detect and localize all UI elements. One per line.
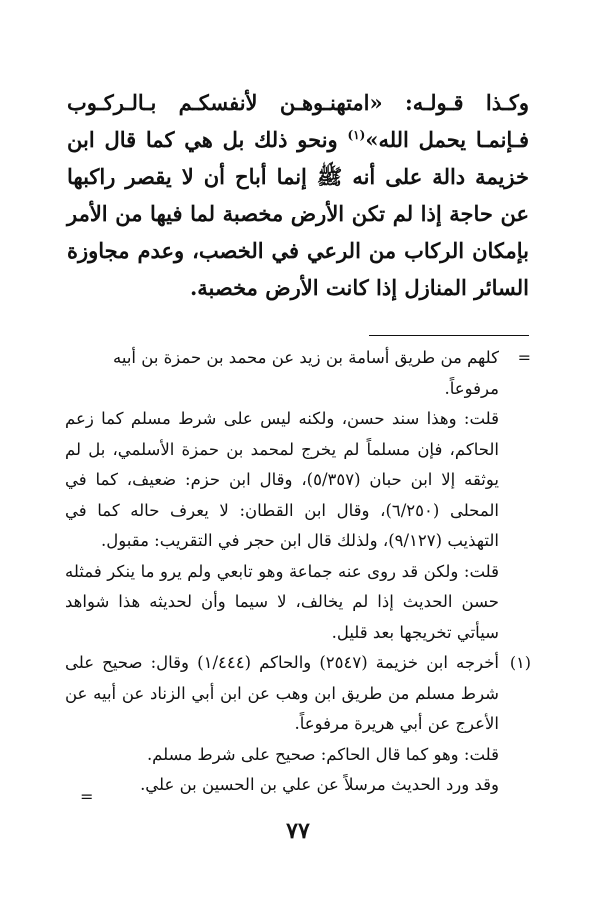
footnote-continuation [65, 343, 531, 404]
continued-marker: = [80, 787, 94, 806]
footnote-comment-text: قلت: وهذا سند حسن، ولكنه ليس على شرط مسلم كما زعم الحاكم، فإن مسلماً لم يخرج لمحمد بن حمزة الأسلمي، بل لم يوثقه إلا ابن حبان (٥/٣٥٧)، وقال ابن حزم: ضعيف، كما في المحلى (٦/٢٥٠)، وقال ابن القطان: لا يعرف حاله كما في التهذيب (٩/١٢٧)، ولذلك قال ابن حجر في التقريب: مقبول. [65, 409, 500, 550]
main-body-text: ونحو ذلك بل هي كما قال ابن خزيمة دالة على أنه ﷺ إنما أباح أن لا يقصر راكبها عن حاجة إذا لم تكن الأرض مخصبة لما فيها من الأمر بإمكان الركاب من الرعي في الخصب، وعدم مجاوزة السائر المنازل إذا كانت الأرض مخصبة. [67, 127, 529, 300]
continuation-line: مرفوعاً. [444, 378, 499, 398]
footnote-1-last-text: وقد ورد الحديث مرسلاً عن علي بن الحسين بن علي. [140, 775, 499, 794]
footnote-comment [65, 557, 531, 649]
footnote-1 [65, 648, 531, 740]
footnote-comment [65, 404, 531, 557]
footnote-1-comment-text: قلت: وهو كما قال الحاكم: صحيح على شرط مسلم. [146, 744, 499, 764]
footnotes [65, 343, 531, 801]
continuation-marker: = [517, 348, 531, 367]
hadith-quote: «امتهنـوهـن لأنفسكـم بـالـركـوب فـإنمـا يحمل الله» [67, 90, 529, 152]
page-number: ٧٧ [286, 818, 310, 844]
footnote-number: (١) [509, 653, 531, 672]
footnote-reference: (١) [347, 128, 366, 142]
main-paragraph [67, 84, 529, 306]
footnote-1-text: أخرجه ابن خزيمة (٢٥٤٧) والحاكم (١/٤٤٤) وقال: صحيح على شرط مسلم من طريق ابن وهب عن ابن أبي الزناد عن أبيه عن الأعرج عن أبي هريرة مرفوعاً. [65, 653, 499, 733]
continuation-line: كلهم من طريق أسامة بن زيد عن محمد بن حمزة بن أبيه [113, 348, 499, 367]
footnote-comment-text: قلت: ولكن قد روى عنه جماعة وهو تابعي ولم يرو ما ينكر فمثله حسن الحديث إذا لم يخالف، لا سيما وأن لحديثه هذا شواهد سيأتي تخريجها بعد قليل. [65, 561, 499, 642]
footnote-separator [369, 335, 529, 336]
intro-text: وكـذا قـولـه: [382, 90, 530, 115]
footnote-1-comment [65, 740, 531, 771]
footnote-1-last [65, 770, 531, 801]
main-text [67, 84, 529, 306]
